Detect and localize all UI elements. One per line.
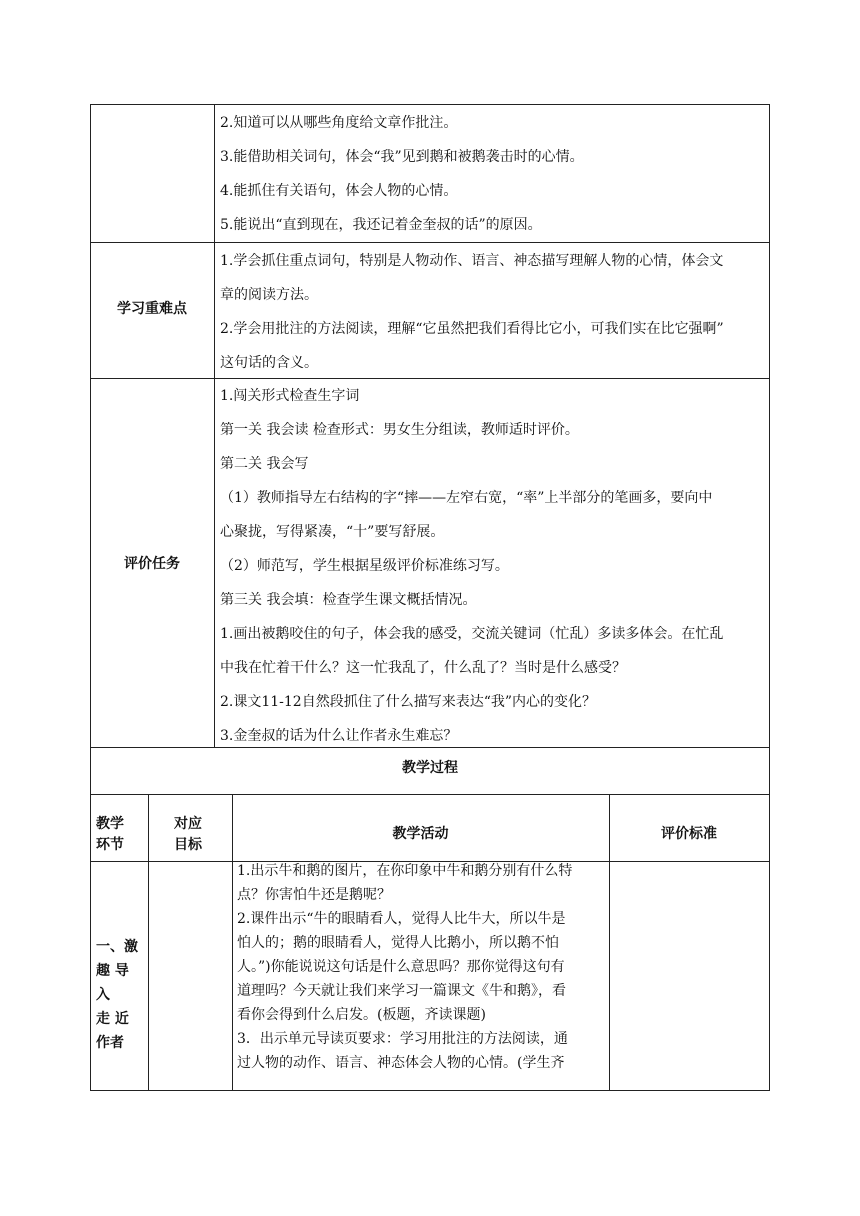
evaluation-line: 第二关 我会写 bbox=[220, 456, 309, 472]
activity-line: 点？你害怕牛还是鹅呢？ bbox=[237, 887, 391, 903]
process-title: 教学过程 bbox=[402, 760, 458, 776]
activity-line: 人。”)你能说说这句话是什么意思吗？那你觉得这句有 bbox=[237, 959, 565, 975]
difficulties-line: 2.学会用批注的方法阅读，理解“它虽然把我们看得比它小，可我们实在比它强啊” bbox=[220, 321, 724, 337]
activity-line: 看你会得到什么启发。(板题，齐读课题) bbox=[237, 1007, 486, 1023]
evaluation-label: 评价任务 bbox=[124, 556, 180, 572]
stage-line: 作者 bbox=[96, 1035, 124, 1051]
evaluation-line: 第三关 我会填：检查学生课文概括情况。 bbox=[220, 592, 477, 608]
header-criteria: 评价标准 bbox=[661, 826, 717, 842]
evaluation-line: 第一关 我会读 检查形式：男女生分组读，教师适时评价。 bbox=[220, 422, 579, 438]
header-activity: 教学活动 bbox=[392, 826, 449, 842]
activity-line: 1.出示牛和鹅的图片，在你印象中牛和鹅分别有什么特 bbox=[237, 863, 573, 879]
difficulties-line: 这句话的含义。 bbox=[220, 355, 318, 371]
header-stage: 环节 bbox=[96, 837, 124, 853]
column-divider bbox=[214, 105, 215, 747]
activity-line: 2.课件出示“牛的眼睛看人，觉得人比牛大，所以牛是 bbox=[237, 911, 566, 927]
evaluation-line: （2）师范写，学生根据星级评价标准练习写。 bbox=[220, 558, 509, 574]
column-divider bbox=[148, 794, 149, 1090]
goal-item: 2.知道可以从哪些角度给文章作批注。 bbox=[220, 115, 458, 131]
row-divider bbox=[91, 242, 769, 243]
goal-item: 5.能说出“直到现在，我还记着金奎叔的话”的原因。 bbox=[220, 217, 542, 233]
header-goal: 对应 bbox=[174, 816, 202, 832]
activity-line: 道理吗？今天就让我们来学习一篇课文《牛和鹅》，看 bbox=[237, 983, 566, 999]
activity-line: 过人物的动作、语言、神态体会人物的心情。(学生齐 bbox=[237, 1055, 565, 1071]
difficulties-line: 章的阅读方法。 bbox=[220, 287, 318, 303]
goal-item: 4.能抓住有关语句，体会人物的心情。 bbox=[220, 183, 458, 199]
stage-line: 趣 导 bbox=[96, 963, 129, 979]
row-divider bbox=[91, 747, 769, 748]
evaluation-line: 2.课文11-12自然段抓住了什么描写来表达“我”内心的变化？ bbox=[220, 694, 597, 710]
goal-item: 3.能借助相关词句，体会“我”见到鹅和被鹅袭击时的心情。 bbox=[220, 149, 584, 165]
difficulties-line: 1.学会抓住重点词句，特别是人物动作、语言、神态描写理解人物的心情，体会文 bbox=[220, 253, 724, 269]
evaluation-line: 心聚拢，写得紧凑，“十”要写舒展。 bbox=[220, 524, 445, 540]
difficulties-label: 学习重难点 bbox=[117, 301, 187, 317]
stage-line: 走 近 bbox=[96, 1011, 129, 1027]
row-divider bbox=[91, 794, 769, 795]
stage-line: 一、激 bbox=[96, 939, 138, 955]
row-divider bbox=[91, 378, 769, 379]
evaluation-line: 3.金奎叔的话为什么让作者永生难忘？ bbox=[220, 728, 458, 744]
activity-line: 3．出示单元导读页要求：学习用批注的方法阅读，通 bbox=[237, 1031, 568, 1047]
evaluation-line: 1.画出被鹅咬住的句子，体会我的感受，交流关键词（忙乱）多读多体会。在忙乱 bbox=[220, 626, 724, 642]
evaluation-line: 1.闯关形式检查生字词 bbox=[220, 388, 360, 404]
stage-line: 入 bbox=[96, 987, 110, 1003]
header-stage: 教学 bbox=[96, 816, 124, 832]
activity-line: 怕人的；鹅的眼睛看人，觉得人比鹅小，所以鹅不怕 bbox=[237, 935, 559, 951]
evaluation-line: （1）教师指导左右结构的字“摔——左窄右宽，“率”上半部分的笔画多，要向中 bbox=[220, 490, 713, 506]
header-goal: 目标 bbox=[174, 837, 202, 853]
evaluation-line: 中我在忙着干什么？这一忙我乱了，什么乱了？当时是什么感受？ bbox=[220, 660, 626, 676]
